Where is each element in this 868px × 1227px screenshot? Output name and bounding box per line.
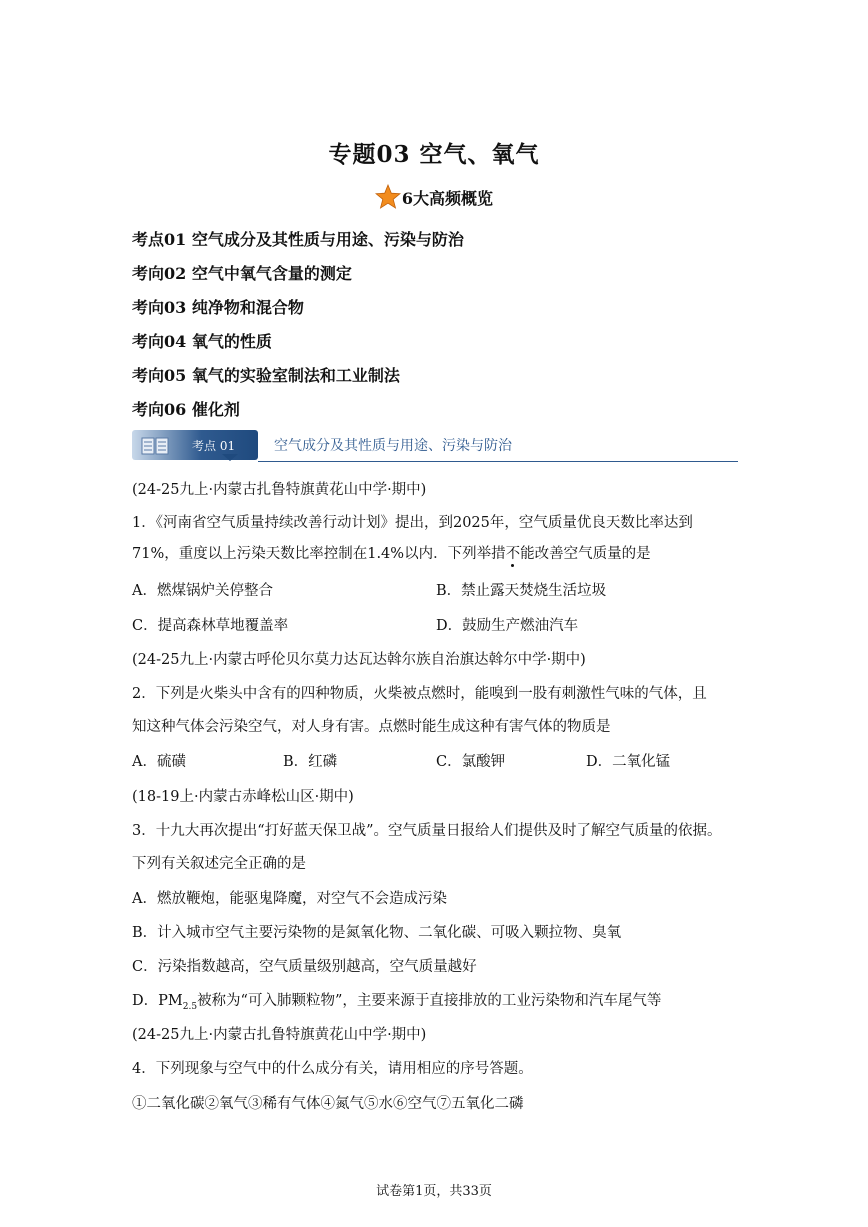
q2-source: (24-25九上·内蒙古呼伦贝尔莫力达瓦达斡尔族自治旗达斡尔中学·期中): [132, 652, 586, 668]
section-banner: [132, 430, 738, 464]
tag-pointer: [222, 454, 238, 461]
overview-label: 6大高频概览: [401, 189, 494, 208]
q4-source: (24-25九上·内蒙古扎鲁特旗黄花山中学·期中): [132, 1027, 427, 1043]
q1-stem-line1: 1．《河南省空气质量持续改善行动计划》提出，到2025年，空气质量优良天数比率达到: [132, 515, 693, 531]
q2-option-d: D．二氧化锰: [586, 754, 671, 770]
section-heading: 空气成分及其性质与用途、污染与防治: [274, 438, 512, 454]
q2-option-b: B．红磷: [283, 754, 338, 770]
q3-option-d-post: 被称为“可入肺颗粒物”，主要来源于直接排放的工业污染物和汽车尾气等: [197, 993, 662, 1009]
q4-stem-line2: ①二氧化碳②氧气③稀有气体④氮气⑤水⑥空气⑦五氧化二磷: [132, 1096, 524, 1112]
q2-option-c: C．氯酸钾: [436, 754, 506, 770]
page-title: 专题03 空气、氧气: [328, 141, 540, 168]
q2-option-a: A．硫磺: [132, 754, 186, 770]
q3-option-a: A．燃放鞭炮，能驱鬼降魔，对空气不会造成污染: [132, 891, 447, 907]
outline-item-1: 考点01 空气成分及其性质与用途、污染与防治: [132, 230, 464, 249]
q3-option-d: [132, 989, 661, 1012]
outline-item-2: 考向02 空气中氧气含量的测定: [132, 264, 352, 283]
q1-stem-post: 能改善空气质量的是: [520, 546, 651, 562]
outline-item-3: 考向03 纯净物和混合物: [132, 298, 304, 317]
q1-option-b: B．禁止露天焚烧生活垃圾: [436, 583, 607, 599]
q1-emphasis: 不: [505, 546, 521, 562]
section-divider: [258, 461, 738, 462]
q2-stem-line2: 知这种气体会污染空气，对人身有害。点燃时能生成这种有害气体的物质是: [132, 719, 611, 735]
q1-stem-pre: 71%，重度以上污染天数比率控制在1.4%以内．下列举措: [132, 546, 506, 562]
q1-stem-line2: [132, 542, 651, 563]
q1-option-a: A．燃煤锅炉关停整合: [132, 583, 273, 599]
q1-option-c: C．提高森林草地覆盖率: [132, 618, 289, 634]
q3-stem-line2: 下列有关叙述完全正确的是: [132, 856, 306, 872]
section-tag: [132, 430, 258, 460]
q1-source: (24-25九上·内蒙古扎鲁特旗黄花山中学·期中): [132, 482, 427, 498]
outline-item-6: 考向06 催化剂: [132, 400, 240, 419]
q3-option-d-sub: 2.5: [182, 1001, 198, 1012]
q2-stem-line1: 2．下列是火柴头中含有的四种物质，火柴被点燃时，能嗅到一股有刺激性气味的气体，且: [132, 686, 707, 702]
outline-item-4: 考向04 氧气的性质: [132, 332, 272, 351]
q3-option-c: C．污染指数越高，空气质量级别越高，空气质量越好: [132, 959, 477, 975]
book-icon: [141, 437, 169, 455]
q1-option-d: D．鼓励生产燃油汽车: [436, 618, 579, 634]
section-tag-label: 考点 01: [192, 439, 236, 453]
outline-item-5: 考向05 氧气的实验室制法和工业制法: [132, 366, 400, 385]
q3-option-b: B．计入城市空气主要污染物的是氮氧化物、二氧化碳、可吸入颗拉物、臭氧: [132, 925, 622, 941]
page-footer: 试卷第1页，共33页: [376, 1184, 492, 1199]
q4-stem-line1: 4．下列现象与空气中的什么成分有关，请用相应的序号答题。: [132, 1061, 533, 1077]
q3-source: (18-19上·内蒙古赤峰松山区·期中): [132, 789, 354, 805]
q3-stem-line1: 3．十九大再次提出“打好蓝天保卫战”。空气质量日报给人们提供及时了解空气质量的依据。: [132, 823, 722, 839]
q3-option-d-pre: D．PM: [132, 993, 183, 1009]
overview-heading: [0, 184, 868, 210]
star-icon: [375, 184, 401, 210]
